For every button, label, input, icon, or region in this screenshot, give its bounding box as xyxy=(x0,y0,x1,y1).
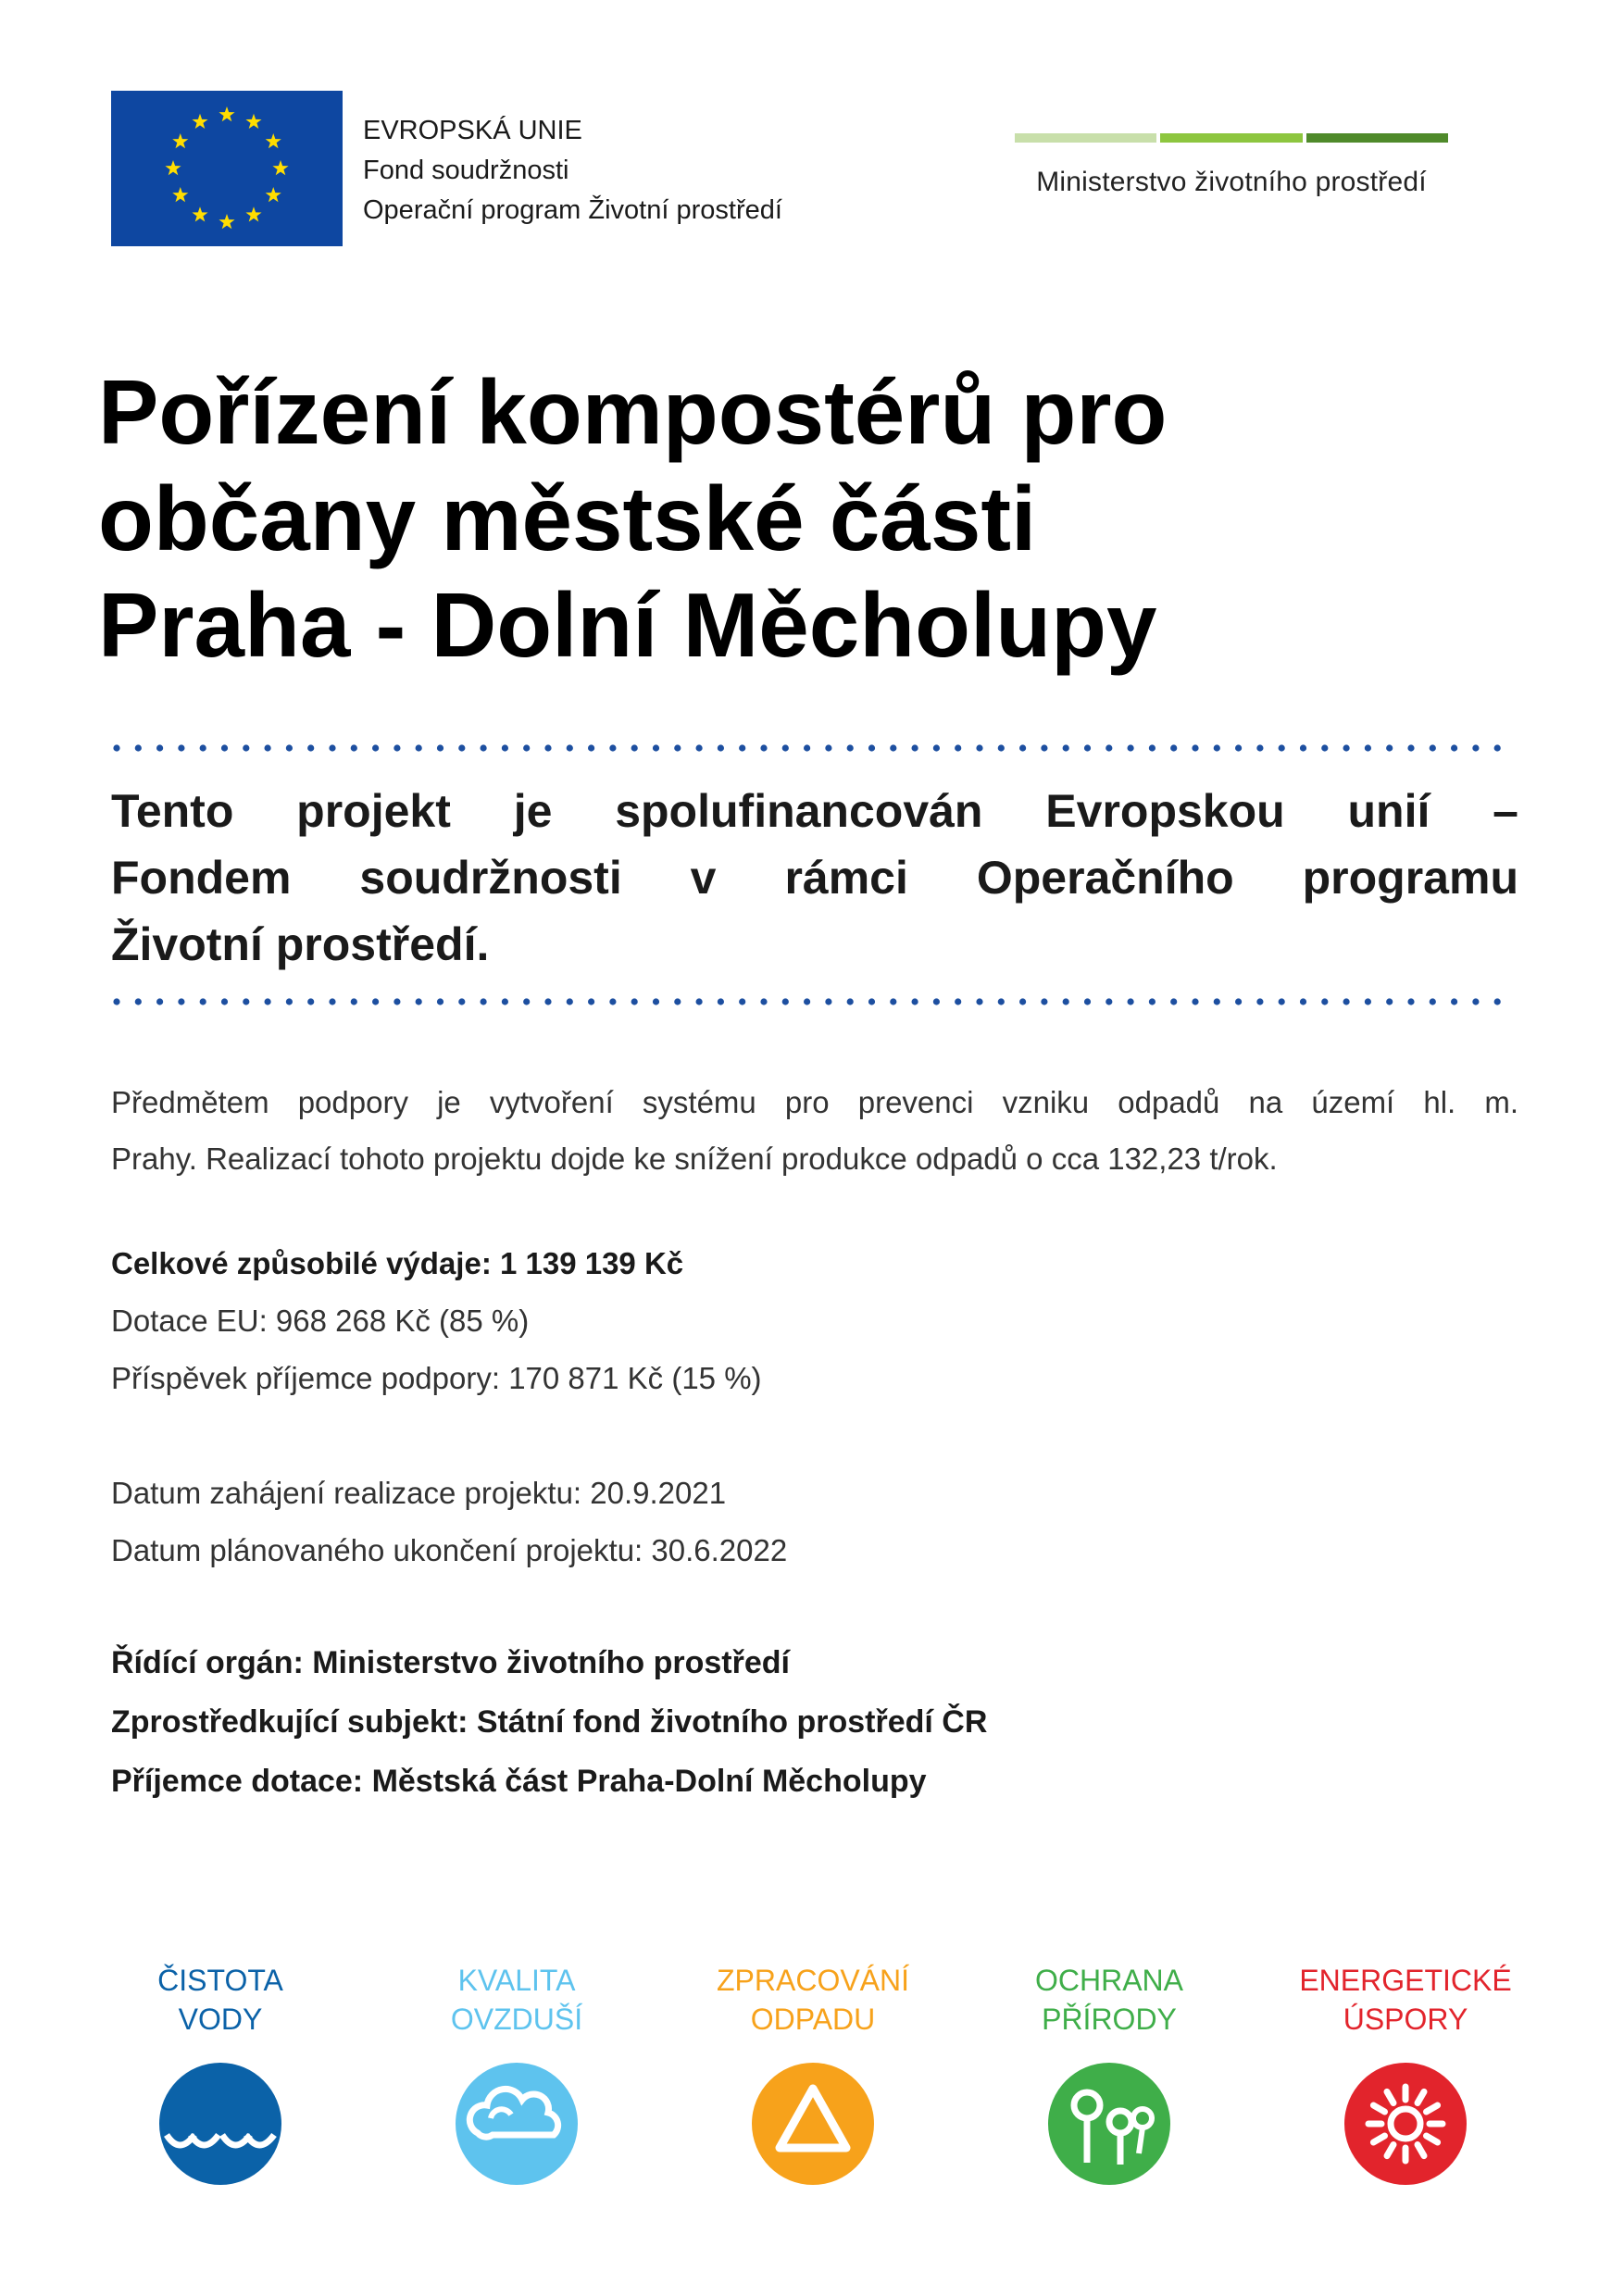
recipient-contribution: Příspěvek příjemce podpory: 170 871 Kč (15 %) xyxy=(111,1361,762,1395)
topic-energy-line-1: ENERGETICKÉ xyxy=(1299,1964,1512,1997)
project-costs xyxy=(111,1235,1500,1407)
eu-star-icon xyxy=(245,206,261,221)
title-line-2: občany městské části xyxy=(98,468,1037,569)
recycle-triangle-icon xyxy=(750,2061,876,2187)
grant-recipient: Příjemce dotace: Městská část Praha-Dolní Měcholupy xyxy=(111,1764,927,1799)
topic-waste xyxy=(702,1961,924,2187)
ministry-name: Ministerstvo životního prostředí xyxy=(1036,167,1427,197)
eu-star-icon xyxy=(192,114,207,129)
eu-grant: Dotace EU: 968 268 Kč (85 %) xyxy=(111,1304,530,1338)
cofinancing-statement xyxy=(111,778,1518,978)
topic-water-line-2: VODY xyxy=(178,2003,263,2036)
eu-star-icon xyxy=(219,106,234,121)
topic-nature-label xyxy=(998,1961,1220,2039)
topic-waste-line-2: ODPADU xyxy=(750,2003,876,2036)
topic-nature-line-1: OCHRANA xyxy=(1034,1964,1183,1997)
eu-star-icon xyxy=(165,160,181,175)
topic-energy-label xyxy=(1294,1961,1517,2039)
topic-energy xyxy=(1294,1961,1517,2187)
topic-air-label xyxy=(406,1961,628,2039)
ministry-color-bars xyxy=(1015,133,1448,143)
topic-waste-label xyxy=(702,1961,924,2039)
project-dates xyxy=(111,1465,1500,1579)
topic-air-line-2: OVZDUŠÍ xyxy=(450,2003,583,2036)
eu-star-icon xyxy=(272,160,288,175)
eu-star-icon xyxy=(266,187,281,202)
topic-air-line-1: KVALITA xyxy=(457,1964,576,1997)
start-date: Datum zahájení realizace projektu: 20.9.2021 xyxy=(111,1476,727,1510)
topic-water xyxy=(109,1961,331,2187)
project-description xyxy=(111,1074,1518,1187)
eu-flag-logo xyxy=(111,91,343,246)
cofinancing-line-3: Životní prostředí. xyxy=(111,918,490,970)
eu-line-3: Operační program Životní prostředí xyxy=(363,195,782,225)
topic-water-label xyxy=(109,1961,331,2039)
eu-program-text xyxy=(363,111,782,231)
project-organizations xyxy=(111,1633,1500,1811)
eu-star-icon xyxy=(219,214,234,229)
managing-authority: Řídící orgán: Ministerstvo životního prostředí xyxy=(111,1645,790,1680)
eu-star-icon xyxy=(266,133,281,148)
title-line-3: Praha - Dolní Měcholupy xyxy=(98,574,1157,676)
eu-star-icon xyxy=(172,187,188,202)
water-drops-icon xyxy=(157,2061,283,2187)
topic-air xyxy=(406,1961,628,2187)
description-line-2: Prahy. Realizací tohoto projektu dojde ke snížení produkce odpadů o cca 132,23 t/rok. xyxy=(111,1142,1278,1176)
intermediary-body: Zprostředkující subjekt: Státní fond životního prostředí ČR xyxy=(111,1704,988,1740)
dotted-divider-top xyxy=(111,742,1518,754)
ministry-logo xyxy=(1015,133,1448,198)
eu-line-2: Fond soudržnosti xyxy=(363,156,569,185)
title-line-1: Pořízení kompostérů pro xyxy=(98,361,1168,463)
topic-nature xyxy=(998,1961,1220,2187)
topic-water-line-1: ČISTOTA xyxy=(157,1964,283,1997)
ministry-bar-2 xyxy=(1160,133,1302,143)
total-costs: Celkové způsobilé výdaje: 1 139 139 Kč xyxy=(111,1246,684,1280)
description-line-1: Předmětem podpory je vytvoření systému pro prevenci vzniku odpadů na území hl. m. xyxy=(111,1085,1518,1119)
trees-icon xyxy=(1046,2061,1172,2187)
topic-energy-line-2: ÚSPORY xyxy=(1343,2003,1468,2036)
project-title xyxy=(98,359,1543,679)
dotted-divider-bottom xyxy=(111,996,1518,1007)
cloud-icon xyxy=(454,2061,580,2187)
cofinancing-line-1: Tento projekt je spolufinancován Evropskou unií – xyxy=(111,785,1518,837)
eu-star-icon xyxy=(172,133,188,148)
eu-star-icon xyxy=(245,114,261,129)
eu-star-icon xyxy=(192,206,207,221)
cofinancing-line-2: Fondem soudržnosti v rámci Operačního programu xyxy=(111,852,1518,904)
topic-waste-line-1: ZPRACOVÁNÍ xyxy=(716,1964,910,1997)
topic-nature-line-2: PŘÍRODY xyxy=(1042,2003,1177,2036)
ministry-bar-3 xyxy=(1306,133,1448,143)
ministry-bar-1 xyxy=(1015,133,1156,143)
eu-line-1: EVROPSKÁ UNIE xyxy=(363,116,582,145)
sun-icon xyxy=(1343,2061,1468,2187)
end-date: Datum plánovaného ukončení projektu: 30.6.2022 xyxy=(111,1533,788,1567)
